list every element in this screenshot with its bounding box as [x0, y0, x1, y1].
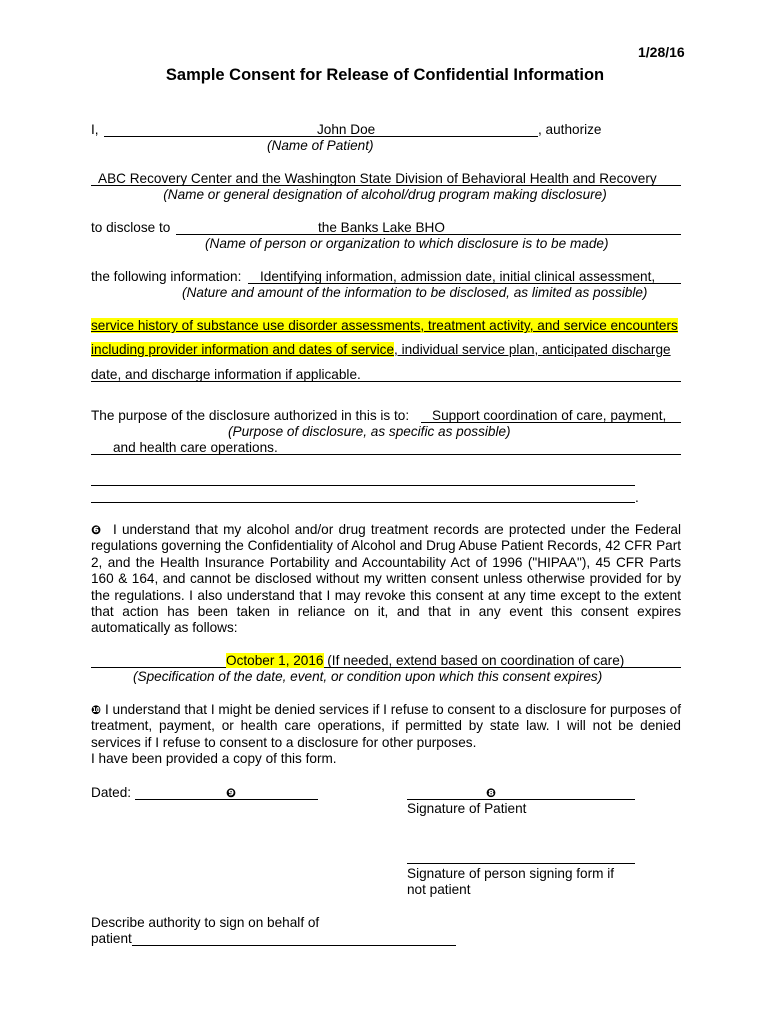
expiration-date-highlight: October 1, 2016: [226, 653, 324, 668]
understand-paragraph-1: [91, 522, 681, 637]
copy-provided-note: I have been provided a copy of this form.: [91, 751, 337, 766]
document-title: Sample Consent for Release of Confidential Information: [165, 66, 605, 84]
info-value-line4[interactable]: date, and discharge information if applicable.: [91, 367, 361, 382]
document-date: 1/28/16: [638, 44, 685, 60]
understand-paragraph-2: [91, 702, 681, 751]
purpose-end-period: .: [635, 490, 639, 505]
patient-name-value[interactable]: John Doe: [317, 122, 376, 137]
info-value-line2[interactable]: [91, 318, 678, 333]
purpose-blank-line-2: [91, 502, 635, 503]
authority-label-1: Describe authority to sign on behalf of: [91, 915, 320, 930]
expiration-caption: (Specification of the date, event, or condition upon which this consent expires): [133, 669, 603, 684]
disclose-value[interactable]: the Banks Lake BHO: [318, 220, 445, 235]
patient-signature-caption: Signature of Patient: [407, 801, 527, 816]
other-signature-caption-1: Signature of person signing form if: [407, 866, 615, 881]
purpose-caption: (Purpose of disclosure, as specific as possible): [228, 424, 511, 439]
patient-name-caption: (Name of Patient): [267, 138, 374, 153]
marker-6-icon: ❻: [91, 523, 103, 537]
other-signature-field[interactable]: [407, 863, 635, 864]
info-value-line3[interactable]: [91, 342, 671, 357]
info-line3-highlight: including provider information and dates of service: [91, 342, 395, 357]
patient-authorize-suffix: , authorize: [538, 122, 602, 137]
info-line2-highlight: service history of substance use disorder assessments, treatment activity, and service encounters: [91, 318, 678, 333]
patient-prefix: I,: [91, 122, 99, 137]
purpose-value-line1[interactable]: Support coordination of care, payment,: [432, 408, 667, 423]
purpose-prefix: The purpose of the disclosure authorized in this is to:: [91, 408, 410, 423]
disclose-prefix: to disclose to: [91, 220, 171, 235]
other-signature-caption-2: not patient: [407, 882, 471, 897]
expiration-value[interactable]: [226, 653, 624, 668]
patient-signature-field[interactable]: [407, 799, 635, 800]
marker-8-icon: ❽: [486, 786, 497, 800]
authority-field[interactable]: [132, 945, 456, 946]
info-line3-rest: , individual service plan, anticipated discharge: [394, 342, 671, 357]
info-value-line1[interactable]: Identifying information, admission date, initial clinical assessment,: [260, 269, 656, 284]
understand-2-text: I understand that I might be denied services if I refuse to consent to a disclosure for purposes of treatment, payment, or health care operations, if permitted by state law. I will not be denied services if I refuse to consent to a disclosure for other purposes.: [91, 702, 681, 750]
purpose-blank-line-1: [91, 485, 635, 486]
understand-1-text: I understand that my alcohol and/or drug treatment records are protected under the Federal regulations governing the Confidentiality of Alcohol and Drug Abuse Patient Records, 42 CFR Part 2, and the Health Insurance Portability and Accountability Act of 1996 ("HIPAA"), 45 CFR Parts 160 & 164, and cannot be disclosed without my written consent unless otherwise provided for by the regulations. I also understand that I may revoke this consent at any time except to the extent that action has been taken in reliance on it, and that in any event this consent expires automatically as follows:: [91, 522, 681, 636]
info-caption: (Nature and amount of the information to be disclosed, as limited as possible): [182, 285, 648, 300]
authority-label-2: patient: [91, 931, 132, 946]
marker-10-icon: ❿: [91, 703, 102, 717]
purpose-value-line2[interactable]: and health care operations.: [113, 440, 278, 455]
expiration-note: (If needed, extend based on coordination of care): [327, 653, 625, 668]
marker-9-icon: ❾: [226, 786, 237, 800]
dated-label: Dated:: [91, 785, 132, 800]
program-value[interactable]: ABC Recovery Center and the Washington State Division of Behavioral Health and Recovery: [98, 171, 657, 186]
program-caption: (Name or general designation of alcohol/drug program making disclosure): [163, 187, 607, 202]
info-prefix: the following information:: [91, 269, 242, 284]
disclose-caption: (Name of person or organization to which disclosure is to be made): [205, 236, 609, 251]
